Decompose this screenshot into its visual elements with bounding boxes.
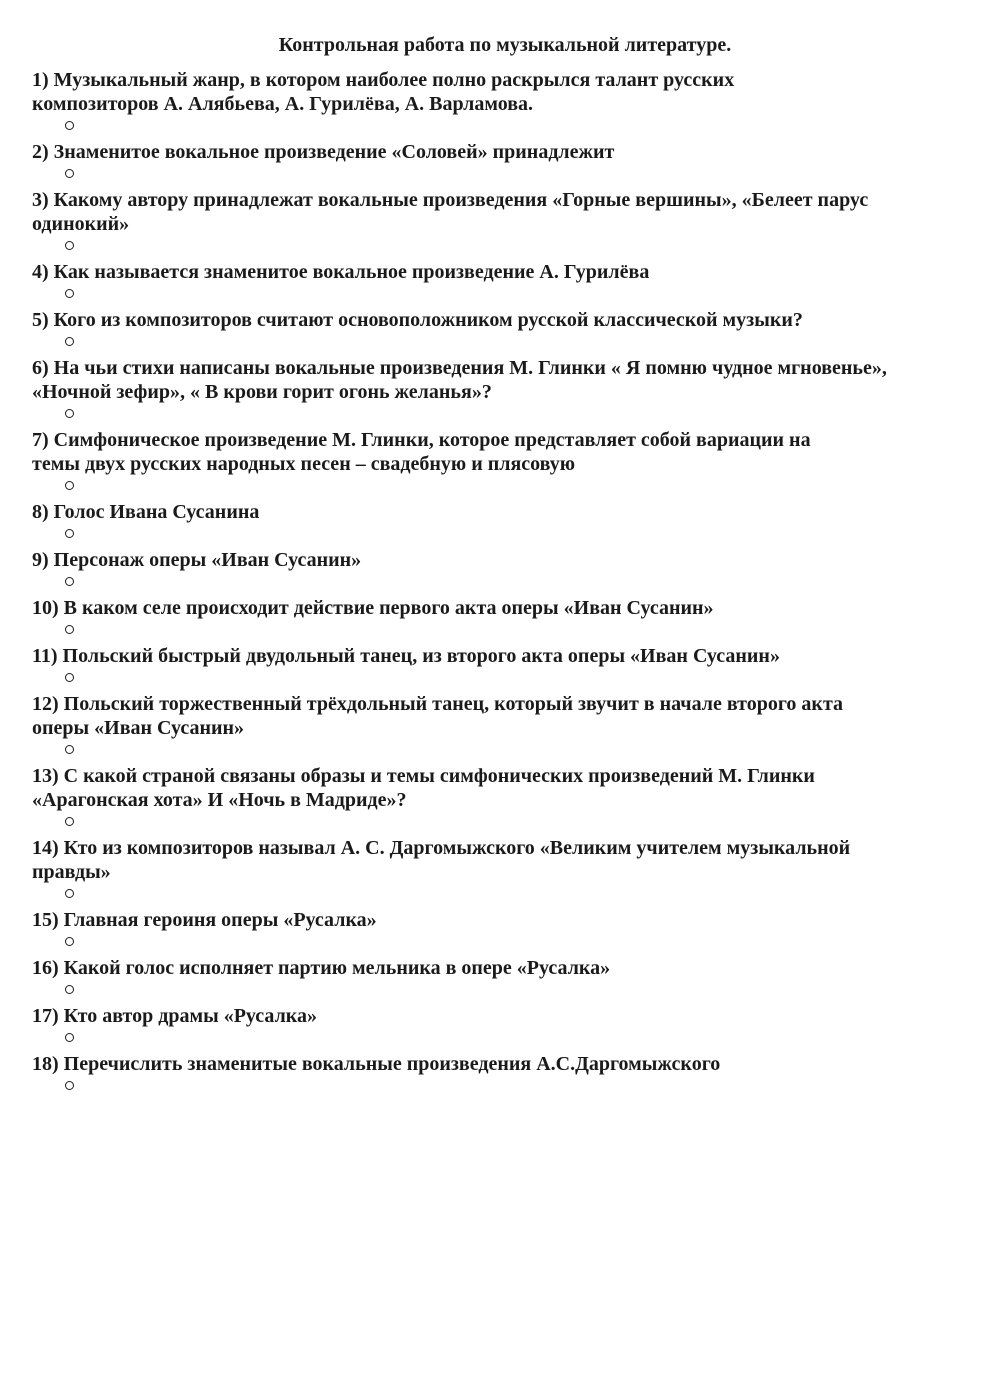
question-item: [32, 908, 972, 956]
answer-line[interactable]: [32, 1076, 972, 1100]
answer-line[interactable]: [32, 884, 972, 908]
circle-bullet-icon: [65, 577, 74, 586]
answer-line[interactable]: [32, 980, 972, 1004]
answer-line[interactable]: [32, 404, 972, 428]
answer-line[interactable]: [32, 332, 972, 356]
answer-line[interactable]: [32, 164, 972, 188]
question-text: 16) Какой голос исполняет партию мельника в опере «Русалка»: [32, 957, 611, 979]
question-item: [32, 644, 972, 692]
question-item: [32, 308, 972, 356]
answer-line[interactable]: [32, 236, 972, 260]
question-item: [32, 1052, 972, 1100]
question-text: 9) Персонаж оперы «Иван Сусанин»: [32, 549, 362, 571]
question-item: [32, 500, 972, 548]
question-text: 6) На чьи стихи написаны вокальные произведения М. Глинки « Я помню чудное мгновенье», «Ночной зефир», « В крови горит огонь желанья»?: [32, 357, 887, 403]
document-title: Контрольная работа по музыкальной литературе.: [278, 34, 732, 56]
circle-bullet-icon: [65, 817, 74, 826]
question-item: [32, 68, 972, 140]
question-item: [32, 260, 972, 308]
question-text: 3) Какому автору принадлежат вокальные произведения «Горные вершины», «Белеет парус одинокий»: [32, 189, 869, 235]
circle-bullet-icon: [65, 937, 74, 946]
answer-line[interactable]: [32, 740, 972, 764]
question-text: 10) В каком селе происходит действие первого акта оперы «Иван Сусанин»: [32, 597, 714, 619]
question-item: [32, 836, 972, 908]
question-item: [32, 188, 972, 260]
question-item: [32, 764, 972, 836]
question-text: 18) Перечислить знаменитые вокальные произведения А.С.Даргомыжского: [32, 1053, 721, 1075]
question-item: [32, 140, 972, 188]
answer-line[interactable]: [32, 620, 972, 644]
answer-line[interactable]: [32, 476, 972, 500]
answer-line[interactable]: [32, 668, 972, 692]
circle-bullet-icon: [65, 481, 74, 490]
question-text: 11) Польский быстрый двудольный танец, из второго акта оперы «Иван Сусанин»: [32, 645, 780, 667]
question-text: 1) Музыкальный жанр, в котором наиболее полно раскрылся талант русских композиторов А. Алябьева, А. Гурилёва, А. Варламова.: [32, 69, 735, 115]
circle-bullet-icon: [65, 673, 74, 682]
question-item: [32, 692, 972, 764]
question-text: 4) Как называется знаменитое вокальное произведение А. Гурилёва: [32, 261, 650, 283]
question-item: [32, 1004, 972, 1052]
answer-line[interactable]: [32, 524, 972, 548]
question-item: [32, 956, 972, 1004]
answer-line[interactable]: [32, 932, 972, 956]
question-item: [32, 428, 972, 500]
question-item: [32, 356, 972, 428]
circle-bullet-icon: [65, 1033, 74, 1042]
circle-bullet-icon: [65, 625, 74, 634]
circle-bullet-icon: [65, 1081, 74, 1090]
answer-line[interactable]: [32, 284, 972, 308]
question-text: 12) Польский торжественный трёхдольный танец, который звучит в начале второго акта оперы «Иван Сусанин»: [32, 693, 844, 739]
circle-bullet-icon: [65, 289, 74, 298]
question-list: [32, 68, 972, 1100]
question-text: 17) Кто автор драмы «Русалка»: [32, 1005, 318, 1027]
circle-bullet-icon: [65, 529, 74, 538]
circle-bullet-icon: [65, 409, 74, 418]
question-text: 15) Главная героиня оперы «Русалка»: [32, 909, 377, 931]
question-text: 13) С какой страной связаны образы и темы симфонических произведений М. Глинки «Арагонская хота» И «Ночь в Мадриде»?: [32, 765, 815, 811]
circle-bullet-icon: [65, 745, 74, 754]
answer-line[interactable]: [32, 116, 972, 140]
circle-bullet-icon: [65, 169, 74, 178]
question-item: [32, 548, 972, 596]
circle-bullet-icon: [65, 889, 74, 898]
answer-line[interactable]: [32, 572, 972, 596]
circle-bullet-icon: [65, 121, 74, 130]
question-text: 7) Симфоническое произведение М. Глинки, которое представляет собой вариации на темы двух русских народных песен – свадебную и плясовую: [32, 429, 811, 475]
question-text: 14) Кто из композиторов называл А. С. Даргомыжского «Великим учителем музыкальной правды»: [32, 837, 851, 883]
circle-bullet-icon: [65, 337, 74, 346]
question-item: [32, 596, 972, 644]
answer-line[interactable]: [32, 1028, 972, 1052]
question-text: 8) Голос Ивана Сусанина: [32, 501, 260, 523]
question-text: 5) Кого из композиторов считают основоположником русской классической музыки?: [32, 309, 803, 331]
question-text: 2) Знаменитое вокальное произведение «Соловей» принадлежит: [32, 141, 615, 163]
circle-bullet-icon: [65, 241, 74, 250]
answer-line[interactable]: [32, 812, 972, 836]
circle-bullet-icon: [65, 985, 74, 994]
